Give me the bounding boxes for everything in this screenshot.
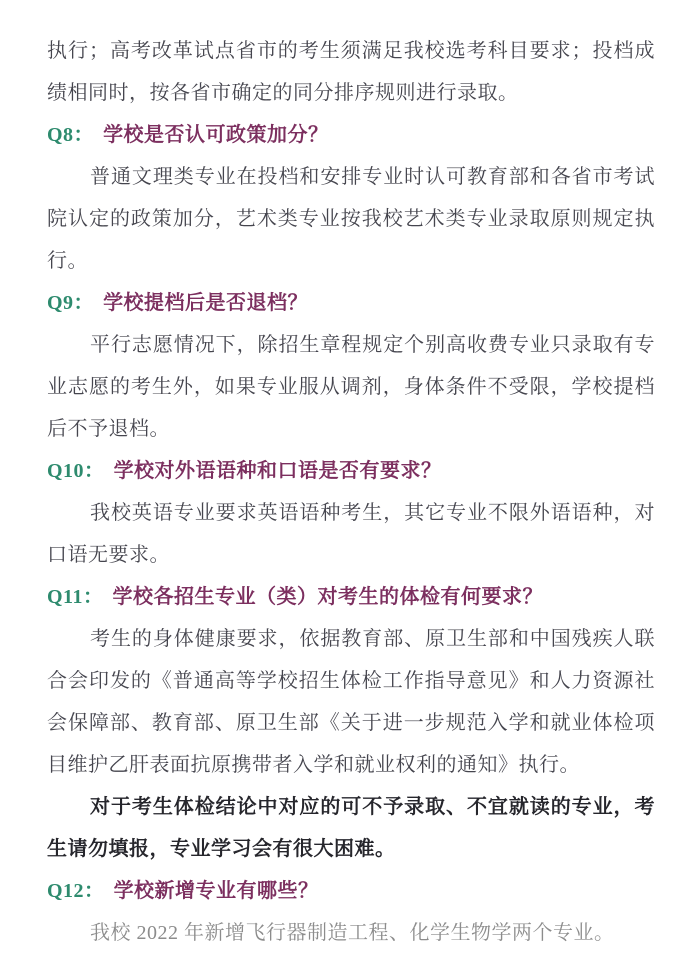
question-number-label: Q12： bbox=[47, 880, 105, 902]
paragraph: 我校英语专业要求英语语种考生，其它专业不限外语语种，对口语无要求。 bbox=[47, 502, 655, 566]
paragraph: 考生的身体健康要求，依据教育部、原卫生部和中国残疾人联合会印发的《普通高等学校招生体检工作指导意见》和人力资源社会保障部、教育部、原卫生部《关于进一步规范入学和就业体检项目维护乙肝表面抗原携带者入学和就业权利的通知》执行。 bbox=[47, 628, 655, 776]
question-heading bbox=[47, 576, 655, 618]
question-number-label: Q11： bbox=[47, 586, 104, 608]
question-number-label: Q10： bbox=[47, 460, 105, 482]
question-heading bbox=[47, 282, 655, 324]
question-heading bbox=[47, 114, 655, 156]
question-text: 学校各招生专业（类）对考生的体检有何要求？ bbox=[112, 586, 543, 608]
question-heading bbox=[47, 450, 655, 492]
paragraph: 执行；高考改革试点省市的考生须满足我校选考科目要求；投档成绩相同时，按各省市确定的同分排序规则进行录取。 bbox=[47, 40, 655, 104]
question-text: 学校是否认可政策加分？ bbox=[103, 124, 329, 146]
paragraph: 平行志愿情况下，除招生章程规定个别高收费专业只录取有专业志愿的考生外，如果专业服从调剂，身体条件不受限，学校提档后不予退档。 bbox=[47, 334, 655, 440]
document-content bbox=[47, 30, 655, 954]
question-text: 学校对外语语种和口语是否有要求？ bbox=[113, 460, 442, 482]
question-number-label: Q8： bbox=[47, 124, 95, 146]
question-text: 学校新增专业有哪些？ bbox=[113, 880, 319, 902]
question-text: 学校提档后是否退档？ bbox=[103, 292, 309, 314]
question-heading bbox=[47, 870, 655, 912]
paragraph: 我校 2022 年新增飞行器制造工程、化学生物学两个专业。 bbox=[90, 922, 615, 944]
question-number-label: Q9： bbox=[47, 292, 95, 314]
paragraph: 对于考生体检结论中对应的可不予录取、不宜就读的专业，考生请勿填报，专业学习会有很大困难。 bbox=[47, 796, 655, 860]
paragraph: 普通文理类专业在投档和安排专业时认可教育部和各省市考试院认定的政策加分，艺术类专业按我校艺术类专业录取原则规定执行。 bbox=[47, 166, 655, 272]
